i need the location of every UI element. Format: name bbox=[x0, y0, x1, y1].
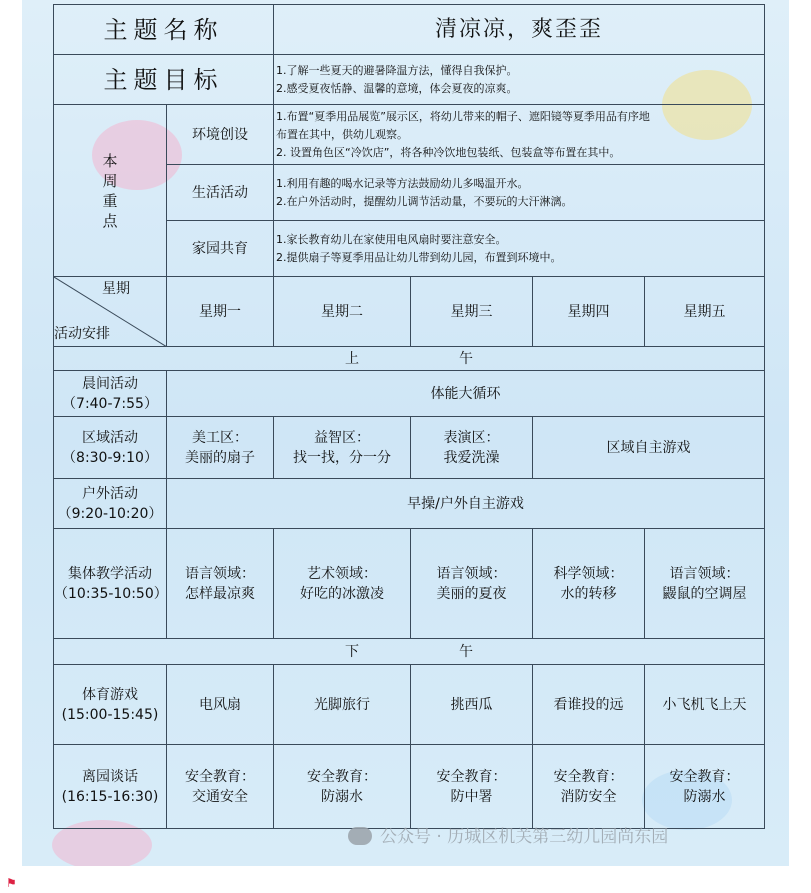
day-header: 星期五 bbox=[645, 277, 765, 347]
group-cell: 艺术领域： 好吃的冰激凌 bbox=[274, 529, 411, 639]
theme-goals bbox=[274, 55, 765, 105]
wechat-icon bbox=[348, 827, 372, 845]
weekly-focus-label: 本 周 重 点 bbox=[54, 105, 167, 277]
outdoor-content: 早操/户外自主游戏 bbox=[167, 479, 765, 529]
flag-icon: ⚑ bbox=[6, 876, 17, 890]
area-cell: 表演区： 我爱洗澡 bbox=[411, 417, 533, 479]
goal-line: 2.感受夏夜恬静、温馨的意境，体会夏夜的凉爽。 bbox=[276, 81, 518, 95]
pe-cell: 光脚旅行 bbox=[274, 665, 411, 745]
watermark bbox=[348, 822, 668, 847]
focus-home-text: 1.家长教育幼儿在家使用电风扇时要注意安全。 2.提供扇子等夏季用品让幼儿带到幼儿园，布置到环境中。 bbox=[274, 221, 765, 277]
leave-cell: 安全教育： 防中署 bbox=[411, 745, 533, 829]
activity-outdoor: 户外活动 （9:20-10:20） bbox=[54, 479, 167, 529]
activity-leave: 离园谈话 (16:15-16:30) bbox=[54, 745, 167, 829]
page-background bbox=[22, 0, 789, 866]
leave-cell: 安全教育： 交通安全 bbox=[167, 745, 274, 829]
pe-cell: 挑西瓜 bbox=[411, 665, 533, 745]
corner-activity-label: 活动安排 bbox=[54, 326, 110, 342]
activity-pe: 体育游戏 (15:00-15:45) bbox=[54, 665, 167, 745]
goal-line: 1.了解一些夏天的避暑降温方法，懂得自我保护。 bbox=[276, 63, 518, 77]
early-content: 体能大循环 bbox=[167, 371, 765, 417]
theme-name-value: 清凉凉，爽歪歪 bbox=[274, 5, 765, 55]
section-morning: 上 午 bbox=[54, 347, 765, 371]
area-cell: 益智区： 找一找，分一分 bbox=[274, 417, 411, 479]
leave-cell: 安全教育： 防溺水 bbox=[274, 745, 411, 829]
pe-cell: 电风扇 bbox=[167, 665, 274, 745]
group-cell: 语言领域： 怎样最凉爽 bbox=[167, 529, 274, 639]
weekly-plan-table bbox=[53, 4, 765, 829]
focus-category-home: 家园共育 bbox=[167, 221, 274, 277]
watermark-text: 公众号 · 历城区机关第三幼儿园尚东园 bbox=[380, 827, 669, 847]
day-header: 星期一 bbox=[167, 277, 274, 347]
group-cell: 语言领域： 鼹鼠的空调屋 bbox=[645, 529, 765, 639]
theme-goal-label: 主题目标 bbox=[54, 55, 274, 105]
pe-cell: 看谁投的远 bbox=[533, 665, 645, 745]
focus-life-text: 1.利用有趣的喝水记录等方法鼓励幼儿多喝温开水。 2.在户外活动时，提醒幼儿调节活动量，不要玩的大汗淋漓。 bbox=[274, 165, 765, 221]
leave-cell: 安全教育： 消防安全 bbox=[533, 745, 645, 829]
header-corner-cell bbox=[54, 277, 167, 347]
area-rest: 区域自主游戏 bbox=[533, 417, 765, 479]
day-header: 星期二 bbox=[274, 277, 411, 347]
day-header: 星期三 bbox=[411, 277, 533, 347]
group-cell: 语言领域： 美丽的夏夜 bbox=[411, 529, 533, 639]
activity-early: 晨间活动 （7:40-7:55） bbox=[54, 371, 167, 417]
group-cell: 科学领域： 水的转移 bbox=[533, 529, 645, 639]
day-header: 星期四 bbox=[533, 277, 645, 347]
theme-name-label: 主题名称 bbox=[54, 5, 274, 55]
focus-category-environment: 环境创设 bbox=[167, 105, 274, 165]
activity-area: 区域活动 （8:30-9:10） bbox=[54, 417, 167, 479]
corner-weekday-label: 星期 bbox=[102, 281, 130, 297]
area-cell: 美工区： 美丽的扇子 bbox=[167, 417, 274, 479]
footer-strip bbox=[0, 866, 811, 893]
leave-cell: 安全教育： 防溺水 bbox=[645, 745, 765, 829]
pe-cell: 小飞机飞上天 bbox=[645, 665, 765, 745]
activity-group: 集体教学活动 （10:35-10:50） bbox=[54, 529, 167, 639]
focus-environment-text: 1.布置“夏季用品展览”展示区，将幼儿带来的帽子、遮阳镜等夏季用品有序地 布置在其中，供幼儿观察。 2. 设置角色区“冷饮店”，将各种冷饮地包装纸、包装盒等布置在其中。 bbox=[274, 105, 765, 165]
focus-category-life: 生活活动 bbox=[167, 165, 274, 221]
section-afternoon: 下 午 bbox=[54, 639, 765, 665]
